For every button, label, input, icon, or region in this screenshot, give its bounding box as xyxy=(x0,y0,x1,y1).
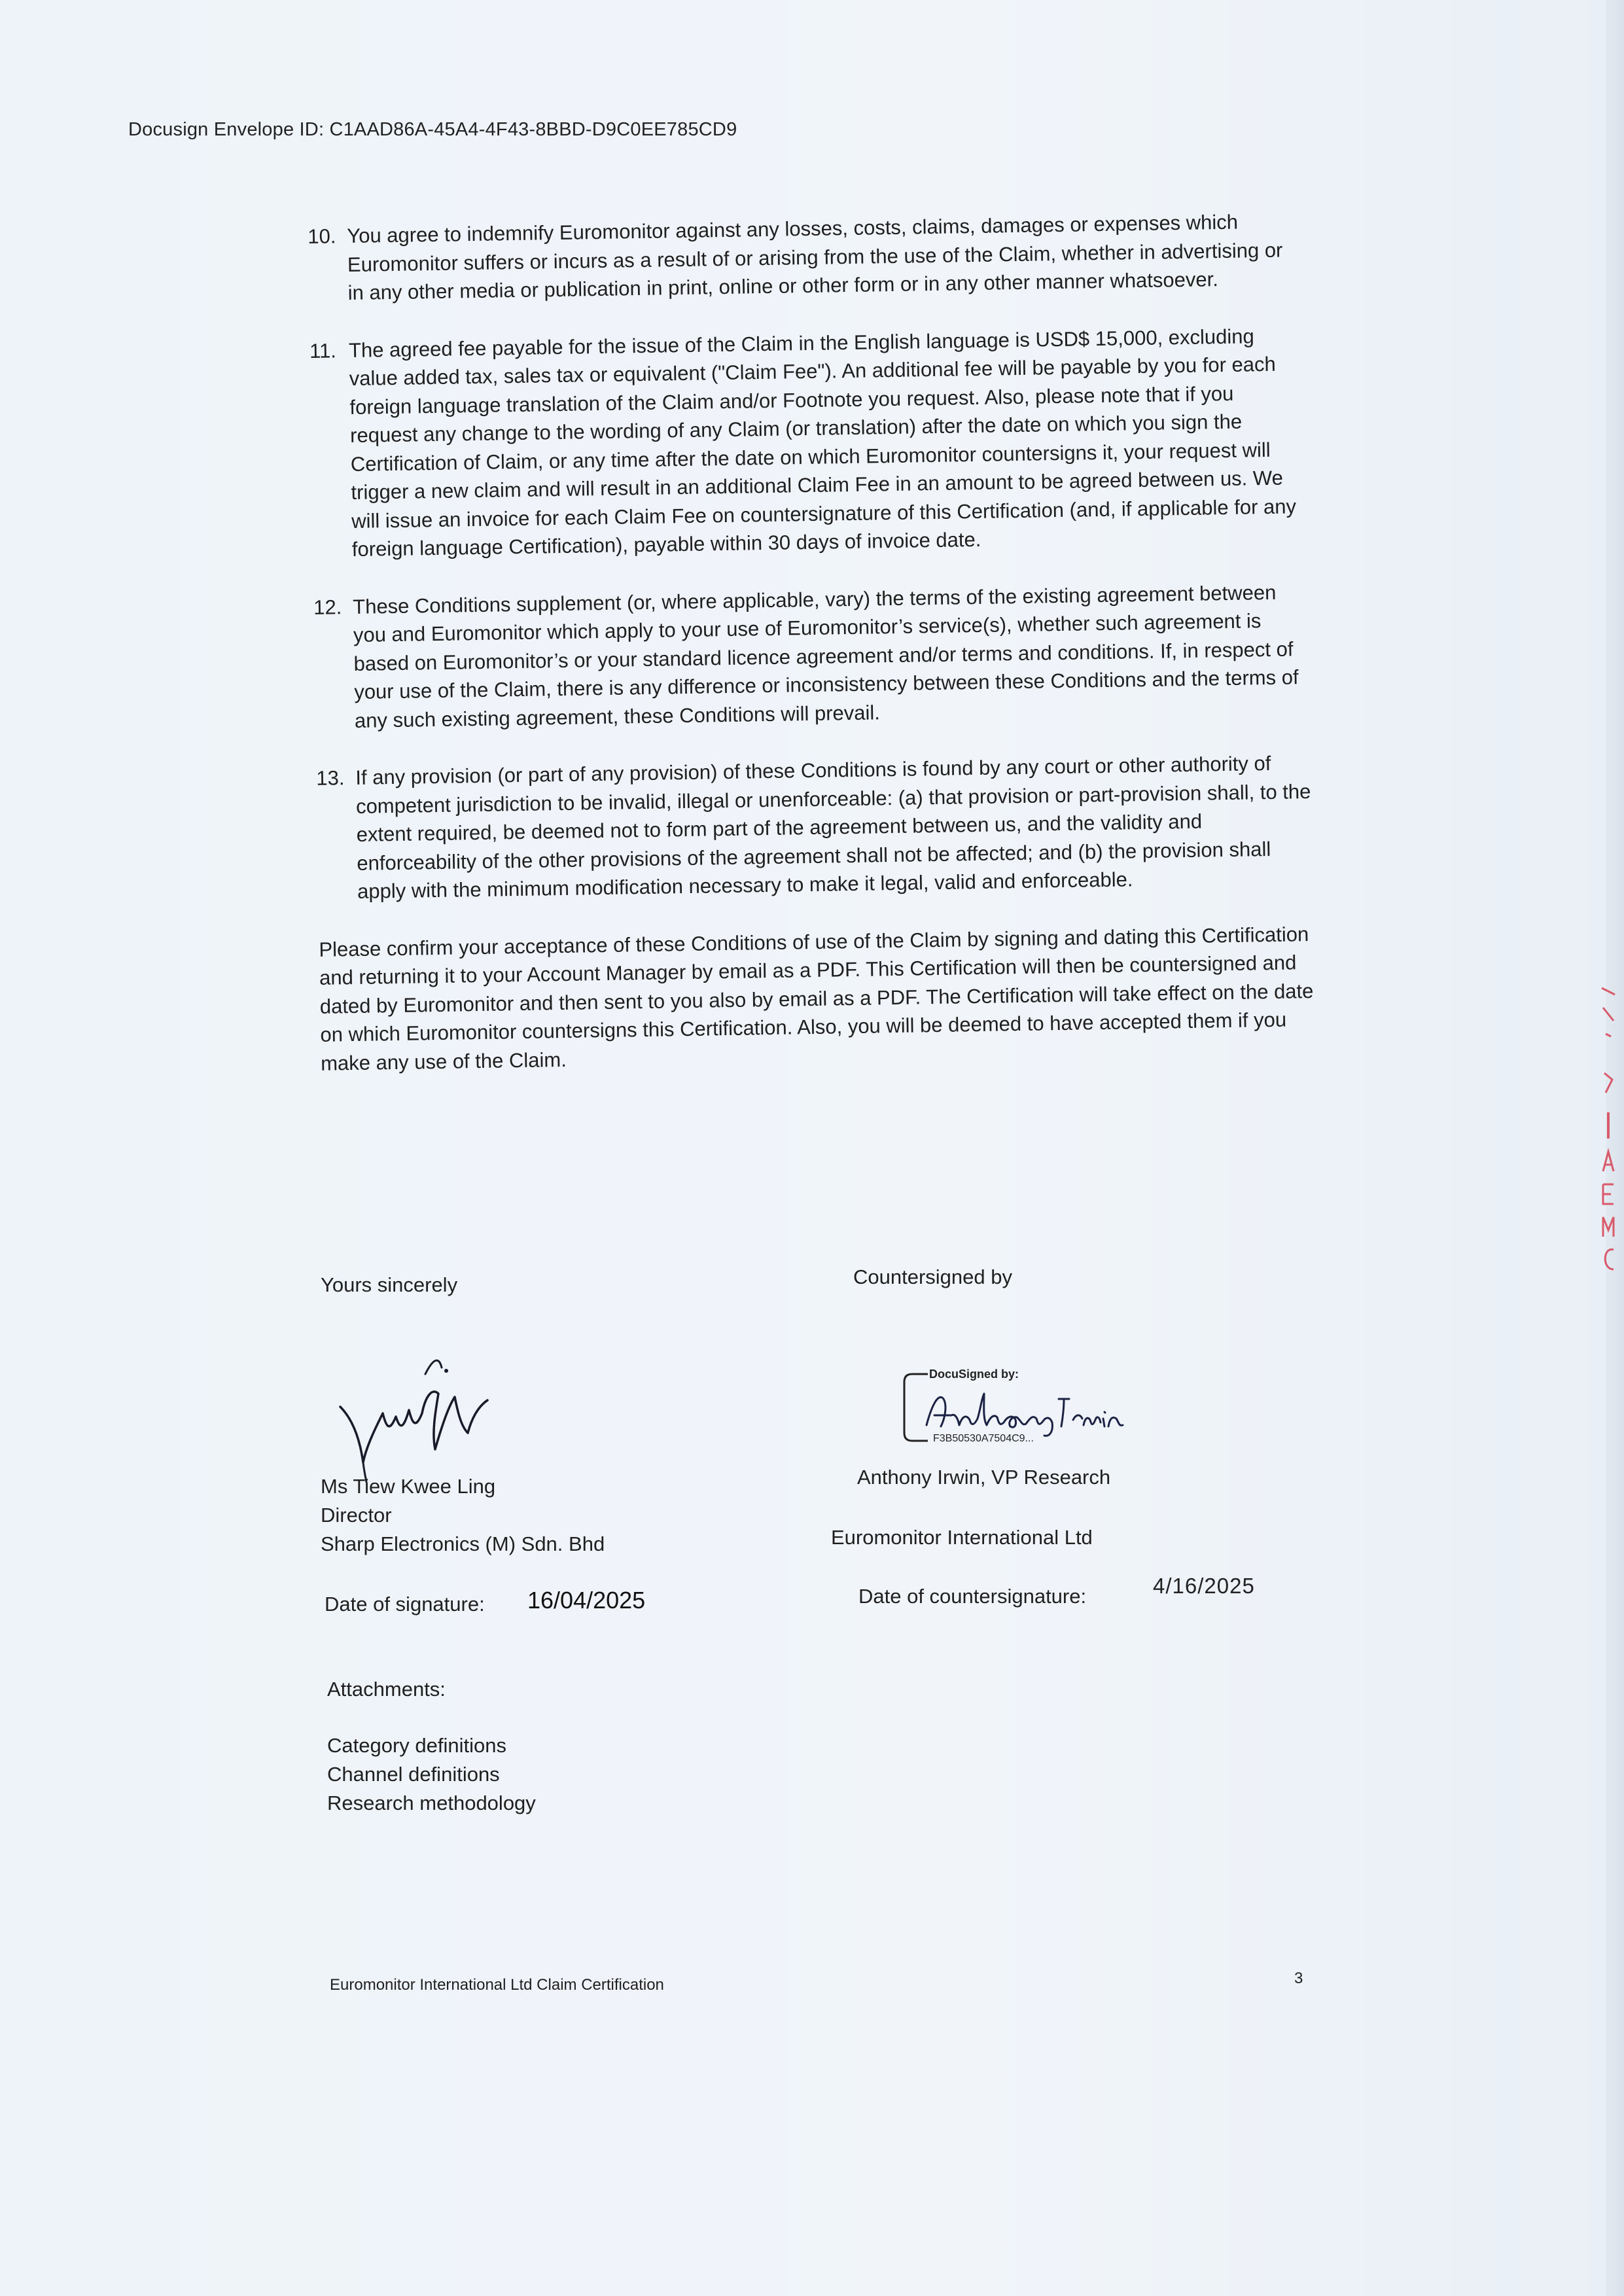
countersigner-company: Euromonitor International Ltd xyxy=(831,1526,1093,1549)
signatory-name: Ms Tiew Kwee Ling xyxy=(321,1475,496,1498)
docusign-signature-block xyxy=(899,1368,1135,1453)
clause-10 xyxy=(308,207,1303,308)
signatory-title: Director xyxy=(321,1504,392,1527)
attachment-item: Category definitions xyxy=(327,1734,506,1757)
confirmation-paragraph: Please confirm your acceptance of these Conditions of use of the Claim by signing and dating this Certification and returning it to your Account Manager by email as a PDF. This Certification will then be countersigned and dated by Euromonitor and then sent to you also by email as a PDF. The Certification will take effect on the date on which Euromonitor countersigns this Certification. Also, you will be deemed to have accepted them if you make any use of the Claim. xyxy=(319,922,1314,1075)
clause-text: If any provision (or part of any provision) of these Conditions is found by any court or other authority of competent jurisdiction to be invalid, illegal or unenforceable: (a) that provision or part-provision shall, to the extent required, be deemed not to form part of the agreement between us, and the validity and enforceability of the other provisions of the agreement shall not be affected; and (b) the provision shall apply with the minimum modification necessary to make it legal, valid and enforceable. xyxy=(355,751,1311,903)
closing-yours-sincerely: Yours sincerely xyxy=(321,1273,458,1296)
clause-number: 13. xyxy=(316,766,345,790)
clause-number: 10. xyxy=(308,224,336,248)
date-of-countersignature-label: Date of countersignature: xyxy=(858,1585,1087,1608)
date-of-signature-value: 16/04/2025 xyxy=(527,1587,646,1614)
envelope-id: Docusign Envelope ID: C1AAD86A-45A4-4F43-8BBD-D9C0EE785CD9 xyxy=(128,119,737,140)
countersigned-by-label: Countersigned by xyxy=(853,1265,1012,1288)
date-of-countersignature-value: 4/16/2025 xyxy=(1153,1574,1255,1598)
attachment-item: Channel definitions xyxy=(327,1763,500,1786)
docusign-id: F3B50530A7504C9... xyxy=(933,1433,1034,1444)
stamp-fragment-icon xyxy=(1597,981,1619,1282)
date-of-signature-label: Date of signature: xyxy=(325,1593,485,1616)
edge-stamp-mark xyxy=(1597,981,1619,1282)
handwritten-signature-left xyxy=(327,1335,497,1485)
signatory-company: Sharp Electronics (M) Sdn. Bhd xyxy=(321,1532,605,1555)
clause-text: You agree to indemnify Euromonitor against any losses, costs, claims, damages or expenses which Euromonitor suffers or incurs as a result of or arising from the use of the Claim, whether in advertising or in any other media or publication in print, online or other form or in any other manner whatsoever. xyxy=(347,210,1283,305)
clause-number: 12. xyxy=(313,595,342,619)
clause-number: 11. xyxy=(309,338,337,362)
clause-text: The agreed fee payable for the issue of the Claim in the English language is USD$ 15,000, excluding value added tax, sales tax or equivalent ("Claim Fee"). An additional fee will be payable by you for each foreign language translation of the Claim and/or Footnote you request. Also, please note that if you request any change to the wording of any Claim (or translation) after the date on which you sign the Certification of Claim, or any time after the date on which Euromonitor countersigns it, your request will trigger a new claim and will result in an additional Claim Fee in an amount to be agreed between us. We will issue an invoice for each Claim Fee on countersignature of this Certification (and, if applicable for any foreign language Certification), payable within 30 days of invoice date. xyxy=(348,324,1297,561)
terms-body xyxy=(308,207,1315,1078)
handwritten-signature-right xyxy=(919,1379,1128,1437)
clause-12 xyxy=(313,578,1310,735)
clause-11 xyxy=(309,321,1307,565)
footer-title: Euromonitor International Ltd Claim Certification xyxy=(330,1976,664,1994)
countersigner-name-title: Anthony Irwin, VP Research xyxy=(857,1466,1111,1489)
attachment-item: Research methodology xyxy=(327,1792,536,1814)
docusign-label: DocuSigned by: xyxy=(929,1368,1019,1381)
attachments-heading: Attachments: xyxy=(327,1678,446,1701)
clause-13 xyxy=(316,749,1313,906)
page-number: 3 xyxy=(1294,1969,1303,1987)
clause-text: These Conditions supplement (or, where applicable, vary) the terms of the existing agreement between you and Euromonitor which apply to your use of Euromonitor’s service(s), whether such agreement is based on Euromonitor’s or your standard licence agreement and/or terms and conditions. If, in respect of your use of the Claim, there is any difference or inconsistency between these Conditions and the terms of any such existing agreement, these Conditions will prevail. xyxy=(352,580,1299,732)
